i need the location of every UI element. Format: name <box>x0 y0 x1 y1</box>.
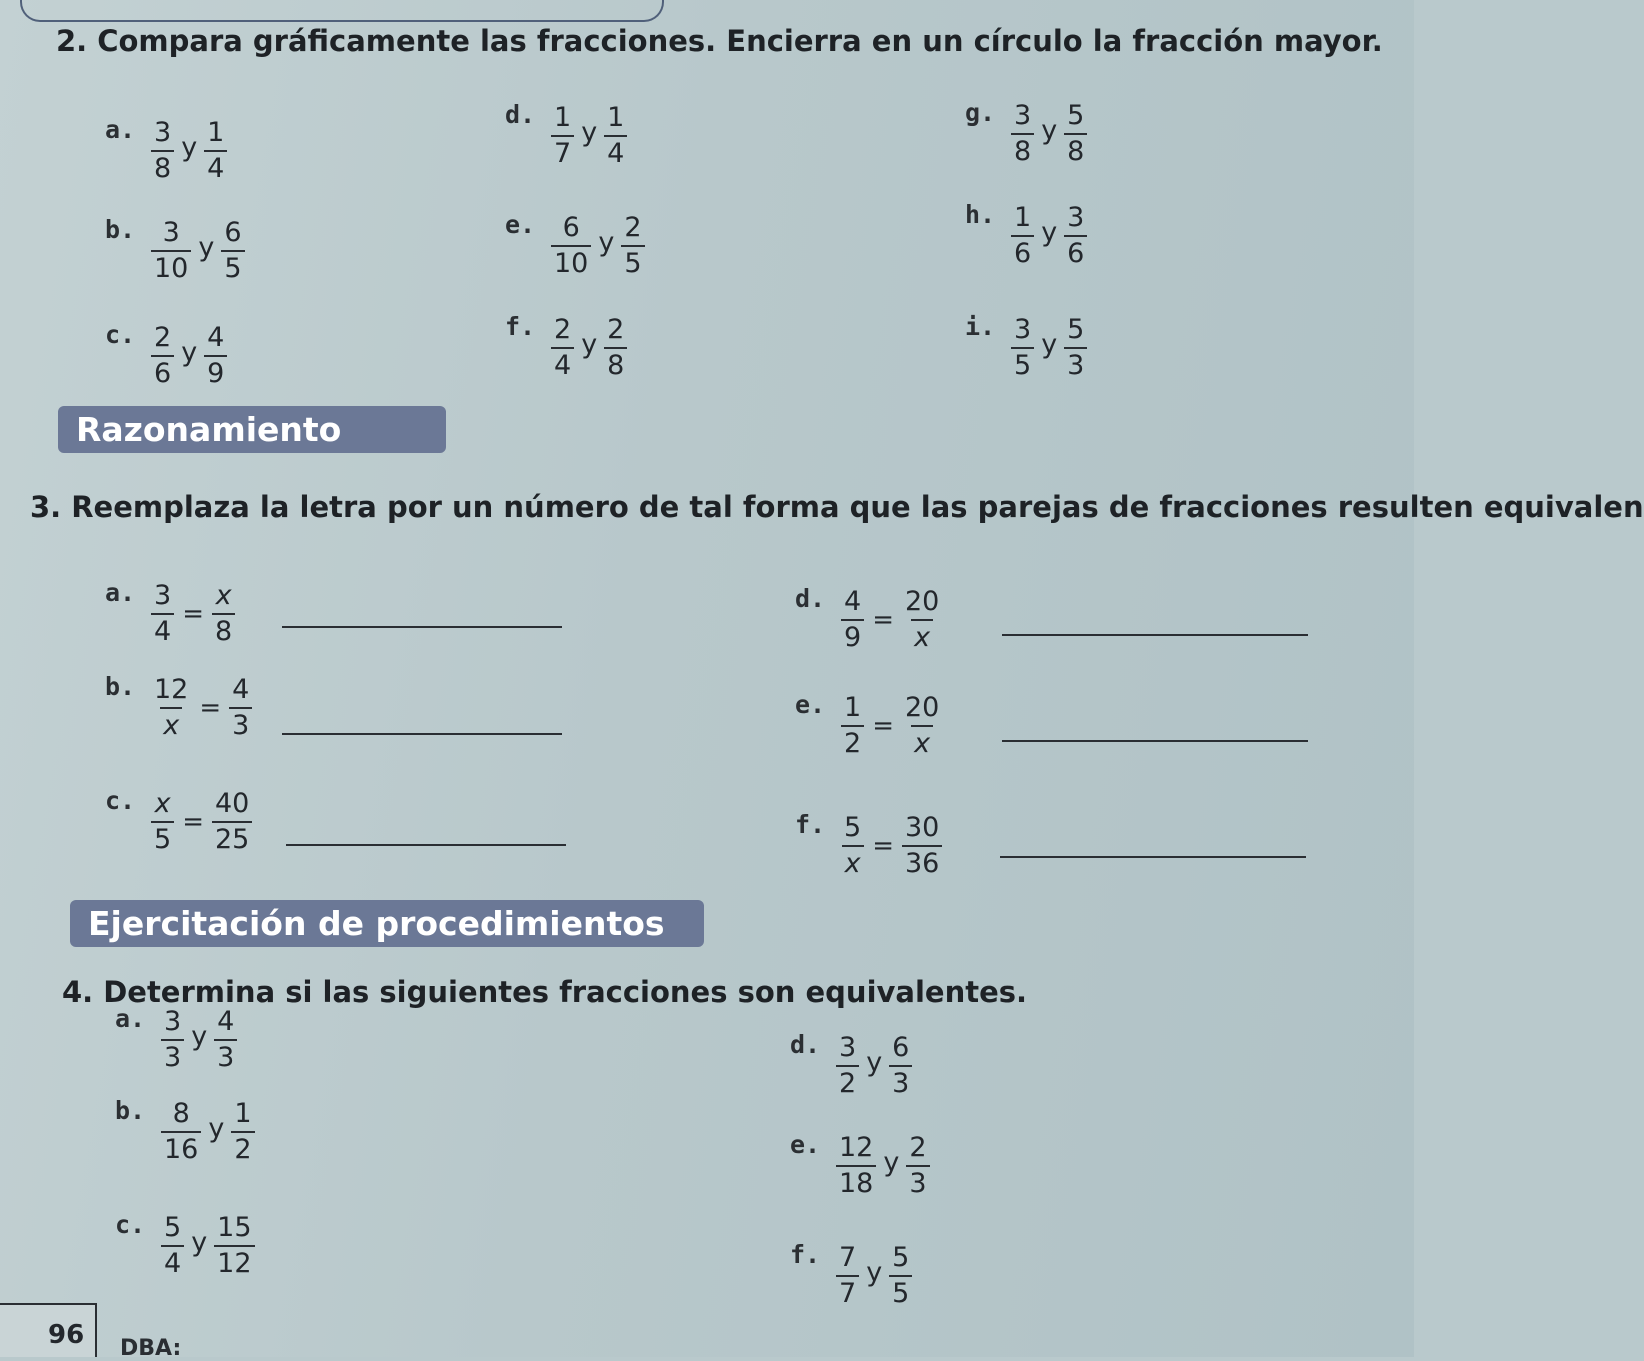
q3-fraction-d-second-numerator: 20 <box>904 586 940 617</box>
q3-equals-b: = <box>199 693 222 724</box>
q4-fraction-a-first-numerator: 3 <box>164 1006 182 1037</box>
q3-fraction-c-first-denominator: 5 <box>151 821 174 854</box>
q4-fraction-c-second <box>214 1214 254 1279</box>
q2-text: Compara gráficamente las fracciones. Encierra en un círculo la fracción mayor. <box>97 24 1383 58</box>
q2-connector-g: y <box>1041 114 1058 146</box>
section-banner-ejercitacion: Ejercitación de procedimientos <box>70 900 704 947</box>
q2-fraction-d-second-denominator: 4 <box>604 135 627 168</box>
q2-fraction-c-second-numerator: 4 <box>207 322 225 353</box>
q3-fraction-b-second-numerator: 4 <box>232 674 250 705</box>
q2-letter-a: a. <box>105 115 136 144</box>
footer-code: DBA: <box>120 1336 182 1361</box>
q4-fraction-e-second-denominator: 3 <box>906 1165 929 1198</box>
q4-fraction-e-first-denominator: 18 <box>836 1165 876 1198</box>
q3-fraction-f-second <box>902 814 942 879</box>
q2-expression-a <box>147 119 231 184</box>
q2-fraction-d-first <box>551 104 574 169</box>
q4-connector-c: y <box>191 1226 208 1258</box>
q3-fraction-d-first-denominator: 9 <box>841 619 864 652</box>
q3-fraction-f-first <box>841 814 864 879</box>
q2-fraction-i-second-denominator: 3 <box>1064 347 1087 380</box>
q3-expression-e <box>837 694 946 759</box>
q3-letter-e: e. <box>795 690 826 719</box>
q3-fraction-a-first <box>151 582 174 647</box>
q4-fraction-c-second-denominator: 12 <box>214 1245 254 1278</box>
q2-connector-i: y <box>1041 328 1058 360</box>
q2-connector-a: y <box>181 131 198 163</box>
q2-fraction-a-first-denominator: 8 <box>151 150 174 183</box>
q2-connector-f: y <box>581 328 598 360</box>
q4-fraction-d-second-numerator: 6 <box>892 1032 910 1063</box>
q3-equals-a: = <box>182 599 204 630</box>
q3-fraction-f-first-numerator: 5 <box>844 812 862 843</box>
q3-equals-e: = <box>872 711 894 742</box>
q2-fraction-d-first-numerator: 1 <box>554 102 572 133</box>
q3-equals-d: = <box>872 605 894 636</box>
q2-letter-d: d. <box>505 100 536 129</box>
q4-connector-d: y <box>866 1046 883 1078</box>
q3-fraction-c-second-numerator: 40 <box>214 788 250 819</box>
q2-fraction-b-second-numerator: 6 <box>224 217 242 248</box>
q4-fraction-b-first <box>161 1100 201 1165</box>
q2-letter-f: f. <box>505 312 536 341</box>
q2-fraction-i-second <box>1064 316 1087 381</box>
q2-expression-f <box>547 316 631 381</box>
q3-text: Reemplaza la letra por un número de tal forma que las parejas de fracciones resulten equivalen <box>71 490 1644 524</box>
q4-fraction-f-second-numerator: 5 <box>892 1242 910 1273</box>
q4-fraction-d-second <box>889 1034 912 1099</box>
q2-fraction-b-first-numerator: 3 <box>162 217 180 248</box>
q2-fraction-c-first <box>151 324 174 389</box>
q2-fraction-i-second-numerator: 5 <box>1067 314 1085 345</box>
q2-letter-e: e. <box>505 210 536 239</box>
q4-connector-e: y <box>883 1146 900 1178</box>
q4-fraction-a-second <box>214 1008 237 1073</box>
q2-fraction-g-first-denominator: 8 <box>1011 133 1034 166</box>
q4-title <box>62 975 1027 1009</box>
q4-fraction-e-second-numerator: 2 <box>909 1132 927 1163</box>
q4-fraction-b-first-denominator: 16 <box>161 1131 201 1164</box>
answer-line-b[interactable] <box>282 733 562 735</box>
q2-fraction-b-first-denominator: 10 <box>151 250 191 283</box>
q2-expression-d <box>547 104 631 169</box>
q4-fraction-e-second <box>906 1134 929 1199</box>
q2-fraction-g-first <box>1011 102 1034 167</box>
q2-fraction-h-first <box>1011 204 1034 269</box>
q4-letter-c: c. <box>115 1210 146 1239</box>
q3-number: 3. <box>30 490 62 524</box>
q3-fraction-c-second <box>212 790 252 855</box>
q2-fraction-i-first-numerator: 3 <box>1014 314 1032 345</box>
q4-fraction-d-first-numerator: 3 <box>839 1032 857 1063</box>
q4-letter-e: e. <box>790 1130 821 1159</box>
answer-line-c[interactable] <box>286 844 566 846</box>
q2-title <box>56 24 1383 58</box>
q3-fraction-b-second-denominator: 3 <box>229 707 252 740</box>
q3-fraction-a-second <box>212 582 235 647</box>
q3-fraction-f-second-denominator: 36 <box>902 845 942 878</box>
q2-letter-c: c. <box>105 320 136 349</box>
q3-equals-f: = <box>872 831 894 862</box>
q2-fraction-h-first-denominator: 6 <box>1011 235 1034 268</box>
q4-expression-e <box>832 1134 934 1199</box>
q2-fraction-g-second <box>1064 102 1087 167</box>
q2-fraction-e-first-denominator: 10 <box>551 245 591 278</box>
q4-fraction-b-second <box>231 1100 254 1165</box>
q2-expression-c <box>147 324 231 389</box>
q3-fraction-e-second <box>902 694 942 759</box>
q2-fraction-f-second-denominator: 8 <box>604 347 627 380</box>
q2-connector-h: y <box>1041 216 1058 248</box>
q3-letter-c: c. <box>105 786 136 815</box>
q2-letter-h: h. <box>965 200 996 229</box>
q4-fraction-b-second-denominator: 2 <box>231 1131 254 1164</box>
q3-fraction-b-first <box>151 676 191 741</box>
q4-fraction-c-first-denominator: 4 <box>161 1245 184 1278</box>
q2-letter-i: i. <box>965 312 996 341</box>
q4-number: 4. <box>62 975 94 1009</box>
q3-title <box>30 490 1644 524</box>
q2-fraction-i-first <box>1011 316 1034 381</box>
q3-fraction-e-second-numerator: 20 <box>904 692 940 723</box>
q2-fraction-b-second <box>221 219 244 284</box>
q3-expression-b <box>147 676 256 741</box>
q2-fraction-c-second <box>204 324 227 389</box>
q2-fraction-a-first-numerator: 3 <box>154 117 172 148</box>
answer-line-a[interactable] <box>282 626 562 628</box>
q4-letter-a: a. <box>115 1004 146 1033</box>
q3-fraction-b-second <box>229 676 252 741</box>
q4-letter-b: b. <box>115 1096 146 1125</box>
q2-fraction-a-second <box>204 119 227 184</box>
q3-fraction-e-first <box>841 694 864 759</box>
q4-fraction-f-second-denominator: 5 <box>889 1275 912 1308</box>
q2-fraction-g-first-numerator: 3 <box>1014 100 1032 131</box>
page-number: 96 <box>48 1320 85 1350</box>
q4-connector-b: y <box>208 1112 225 1144</box>
q4-connector-f: y <box>866 1256 883 1288</box>
q2-expression-e <box>547 214 649 279</box>
q4-expression-d <box>832 1034 916 1099</box>
q4-fraction-a-second-denominator: 3 <box>214 1039 237 1072</box>
q2-fraction-a-second-numerator: 1 <box>207 117 225 148</box>
q4-fraction-a-first <box>161 1008 184 1073</box>
q4-fraction-c-first-numerator: 5 <box>164 1212 182 1243</box>
top-decoration <box>20 0 664 22</box>
q2-fraction-e-first-numerator: 6 <box>562 212 580 243</box>
q2-fraction-f-second-numerator: 2 <box>607 314 625 345</box>
q2-fraction-a-second-denominator: 4 <box>204 150 227 183</box>
q3-fraction-d-first-numerator: 4 <box>844 586 862 617</box>
q2-fraction-b-second-denominator: 5 <box>221 250 244 283</box>
q4-fraction-a-first-denominator: 3 <box>161 1039 184 1072</box>
q2-fraction-e-first <box>551 214 591 279</box>
q4-expression-b <box>157 1100 259 1165</box>
q4-fraction-e-first-numerator: 12 <box>839 1132 874 1163</box>
q4-expression-f <box>832 1244 916 1309</box>
q2-fraction-i-first-denominator: 5 <box>1011 347 1034 380</box>
q2-connector-c: y <box>181 336 198 368</box>
q2-fraction-g-second-denominator: 8 <box>1064 133 1087 166</box>
q2-fraction-g-second-numerator: 5 <box>1067 100 1085 131</box>
q4-letter-d: d. <box>790 1030 821 1059</box>
q2-expression-b <box>147 219 249 284</box>
q3-fraction-c-second-denominator: 25 <box>212 821 252 854</box>
q4-letter-f: f. <box>790 1240 821 1269</box>
q4-fraction-d-second-denominator: 3 <box>889 1065 912 1098</box>
q3-letter-a: a. <box>105 578 136 607</box>
q4-fraction-d-first-denominator: 2 <box>836 1065 859 1098</box>
q4-fraction-c-first <box>161 1214 184 1279</box>
q2-letter-g: g. <box>965 98 996 127</box>
q4-text: Determina si las siguientes fracciones son equivalentes. <box>103 975 1028 1009</box>
q3-fraction-a-second-denominator: 8 <box>212 613 235 646</box>
q3-fraction-e-first-numerator: 1 <box>844 692 862 723</box>
q4-fraction-c-second-numerator: 15 <box>217 1212 252 1243</box>
q4-connector-a: y <box>191 1020 208 1052</box>
q4-fraction-f-first-numerator: 7 <box>839 1242 857 1273</box>
q3-expression-f <box>837 814 946 879</box>
answer-line-e[interactable] <box>1002 740 1308 742</box>
q2-fraction-h-second-numerator: 3 <box>1067 202 1085 233</box>
q2-expression-h <box>1007 204 1091 269</box>
q3-fraction-c-first <box>151 790 174 855</box>
q2-connector-d: y <box>581 116 598 148</box>
q3-fraction-f-first-denominator: x <box>842 845 864 878</box>
q2-fraction-a-first <box>151 119 174 184</box>
q3-fraction-f-second-numerator: 30 <box>904 812 940 843</box>
q3-expression-d <box>837 588 946 653</box>
q4-expression-a <box>157 1008 241 1073</box>
q4-fraction-f-first-denominator: 7 <box>836 1275 859 1308</box>
q3-letter-f: f. <box>795 810 826 839</box>
section-banner-razonamiento: Razonamiento <box>58 406 446 453</box>
q2-fraction-d-second <box>604 104 627 169</box>
q2-fraction-c-second-denominator: 9 <box>204 355 227 388</box>
q3-fraction-d-second-denominator: x <box>911 619 933 652</box>
q3-letter-b: b. <box>105 672 136 701</box>
q3-letter-d: d. <box>795 584 826 613</box>
q3-fraction-a-first-numerator: 3 <box>154 580 172 611</box>
q4-fraction-e-first <box>836 1134 876 1199</box>
q4-expression-c <box>157 1214 259 1279</box>
q3-equals-c: = <box>182 807 204 838</box>
q2-fraction-h-second <box>1064 204 1087 269</box>
q2-fraction-h-second-denominator: 6 <box>1064 235 1087 268</box>
q2-fraction-d-first-denominator: 7 <box>551 135 574 168</box>
q4-fraction-b-second-numerator: 1 <box>234 1098 252 1129</box>
q2-letter-b: b. <box>105 215 136 244</box>
q3-fraction-b-first-numerator: 12 <box>154 674 189 705</box>
answer-line-f[interactable] <box>1000 856 1306 858</box>
q4-fraction-b-first-numerator: 8 <box>172 1098 190 1129</box>
q4-fraction-f-second <box>889 1244 912 1309</box>
q3-fraction-d-second <box>902 588 942 653</box>
q3-fraction-c-first-numerator: x <box>154 788 171 819</box>
q2-connector-b: y <box>198 231 215 263</box>
q2-fraction-e-second-denominator: 5 <box>621 245 644 278</box>
q2-expression-i <box>1007 316 1091 381</box>
q3-fraction-d-first <box>841 588 864 653</box>
q2-fraction-e-second-numerator: 2 <box>624 212 642 243</box>
q3-fraction-a-second-numerator: x <box>215 580 232 611</box>
q2-fraction-h-first-numerator: 1 <box>1014 202 1032 233</box>
q2-fraction-e-second <box>621 214 644 279</box>
q3-fraction-a-first-denominator: 4 <box>151 613 174 646</box>
q2-fraction-f-first-numerator: 2 <box>554 314 572 345</box>
answer-line-d[interactable] <box>1002 634 1308 636</box>
q4-fraction-d-first <box>836 1034 859 1099</box>
q3-fraction-b-first-denominator: x <box>160 707 182 740</box>
q2-fraction-f-second <box>604 316 627 381</box>
q2-fraction-d-second-numerator: 1 <box>607 102 625 133</box>
q2-expression-g <box>1007 102 1091 167</box>
q2-fraction-b-first <box>151 219 191 284</box>
q3-fraction-e-first-denominator: 2 <box>841 725 864 758</box>
q3-fraction-e-second-denominator: x <box>911 725 933 758</box>
q2-fraction-f-first-denominator: 4 <box>551 347 574 380</box>
q3-expression-c <box>147 790 256 855</box>
q3-expression-a <box>147 582 239 647</box>
q2-fraction-c-first-numerator: 2 <box>154 322 172 353</box>
q4-fraction-a-second-numerator: 4 <box>217 1006 235 1037</box>
q2-fraction-c-first-denominator: 6 <box>151 355 174 388</box>
q2-connector-e: y <box>598 226 615 258</box>
q2-fraction-f-first <box>551 316 574 381</box>
q2-number: 2. <box>56 24 88 58</box>
q4-fraction-f-first <box>836 1244 859 1309</box>
